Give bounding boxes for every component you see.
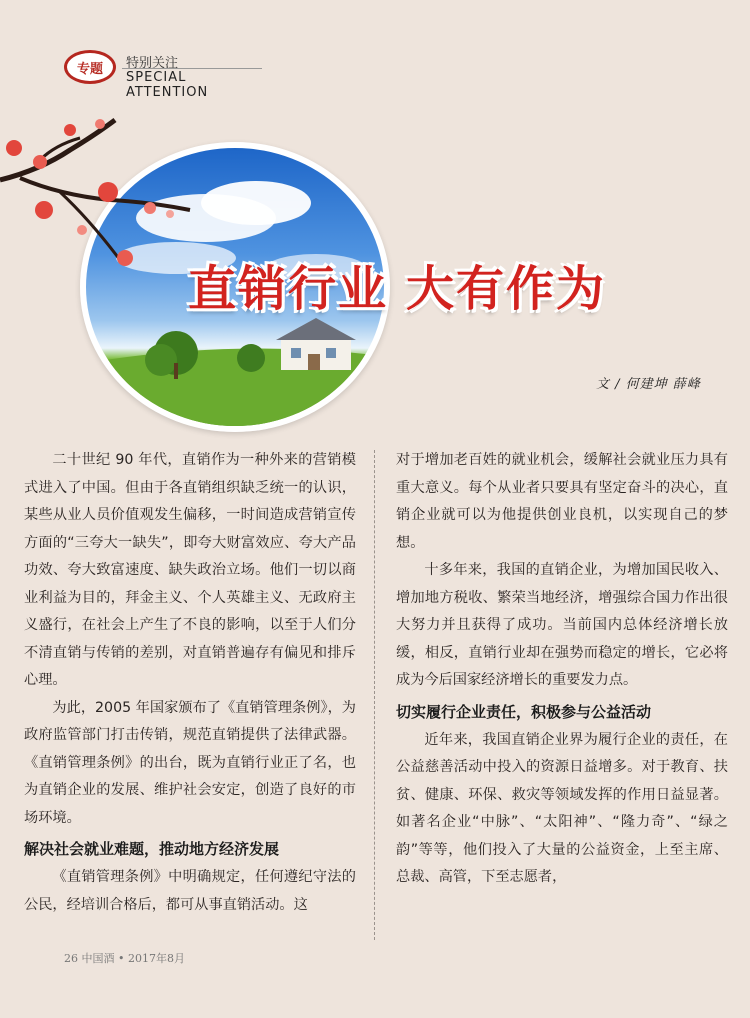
section-header	[64, 50, 264, 100]
article-title-part1: 直销行业	[188, 261, 389, 317]
section-title-zh: 特别关注	[126, 56, 179, 71]
section-heading: 切实履行企业责任，积极参与公益活动	[396, 702, 652, 721]
section-heading: 解决社会就业难题，推动地方经济发展	[24, 840, 280, 858]
paragraph: 为此，2005 年国家颁布了《直销管理条例》，为政府监管部门打击传销，规范直销提供了法律武器。《直销管理条例》的出台，既为直销行业正了名，也为直销企业的发展、维护社会安定，创造了良好的市场环境。	[24, 699, 356, 826]
issue-date: • 2017年8月	[118, 952, 185, 965]
section-badge: 专题	[64, 50, 116, 84]
article-title-part2: 大有作为	[406, 261, 607, 317]
right-column	[396, 447, 728, 892]
section-title-en: SPECIAL ATTENTION	[126, 70, 209, 100]
left-column	[24, 447, 356, 919]
header-divider	[122, 68, 262, 69]
magazine-name: 中国酒	[81, 952, 115, 965]
column-divider	[374, 450, 375, 940]
paragraph-continuation: 对于增加老百姓的就业机会，缓解社会就业压力具有重大意义。每个从业者只要具有坚定奋斗的决心，直销企业就可以为他提供创业良机，以实现自己的梦想。	[396, 452, 728, 551]
hero-banner	[0, 110, 750, 440]
paragraph: 《直销管理条例》中明确规定，任何遵纪守法的公民，经培训合格后，都可从事直销活动。这	[24, 869, 356, 913]
plum-blossom-branch	[0, 110, 200, 280]
page-footer	[64, 950, 185, 966]
page-number: 26	[64, 952, 78, 965]
paragraph: 十多年来，我国的直销企业，为增加国民收入、增加地方税收、繁荣当地经济，增强综合国力作出很大努力并且获得了成功。当前国内总体经济增长放缓，相反，直销行业却在强势而稳定的增长，它必将成为今后国家经济增长的重要发力点。	[396, 562, 728, 688]
paragraph: 近年来，我国直销企业界为履行企业的责任，在公益慈善活动中投入的资源日益增多。对于教育、扶贫、健康、环保、救灾等领域发挥的作用日益显著。如著名企业“中脉”、“太阳神”、“隆力奇”、“绿之韵”等等，他们投入了大量的公益资金，上至主席、总裁、高管，下至志愿者，	[396, 731, 728, 885]
paragraph: 二十世纪 90 年代，直销作为一种外来的营销模式进入了中国。但由于各直销组织缺乏统一的认识，某些从业人员价值观发生偏移，一时间造成营销宣传方面的“三夸大一缺失”，即夸大财富效应、夸大产品功效、夸大致富速度、缺失政治立场。他们一切以商业利益为目的，拜金主义、个人英雄主义、无政府主义盛行，在社会上产生了不良的影响，以至于人们分不清直销与传销的差别，对直销普遍存有偏见和排斥心理。	[24, 452, 356, 688]
article-title	[188, 250, 606, 319]
article-author: 文 / 何建坤 薛峰	[596, 377, 701, 392]
